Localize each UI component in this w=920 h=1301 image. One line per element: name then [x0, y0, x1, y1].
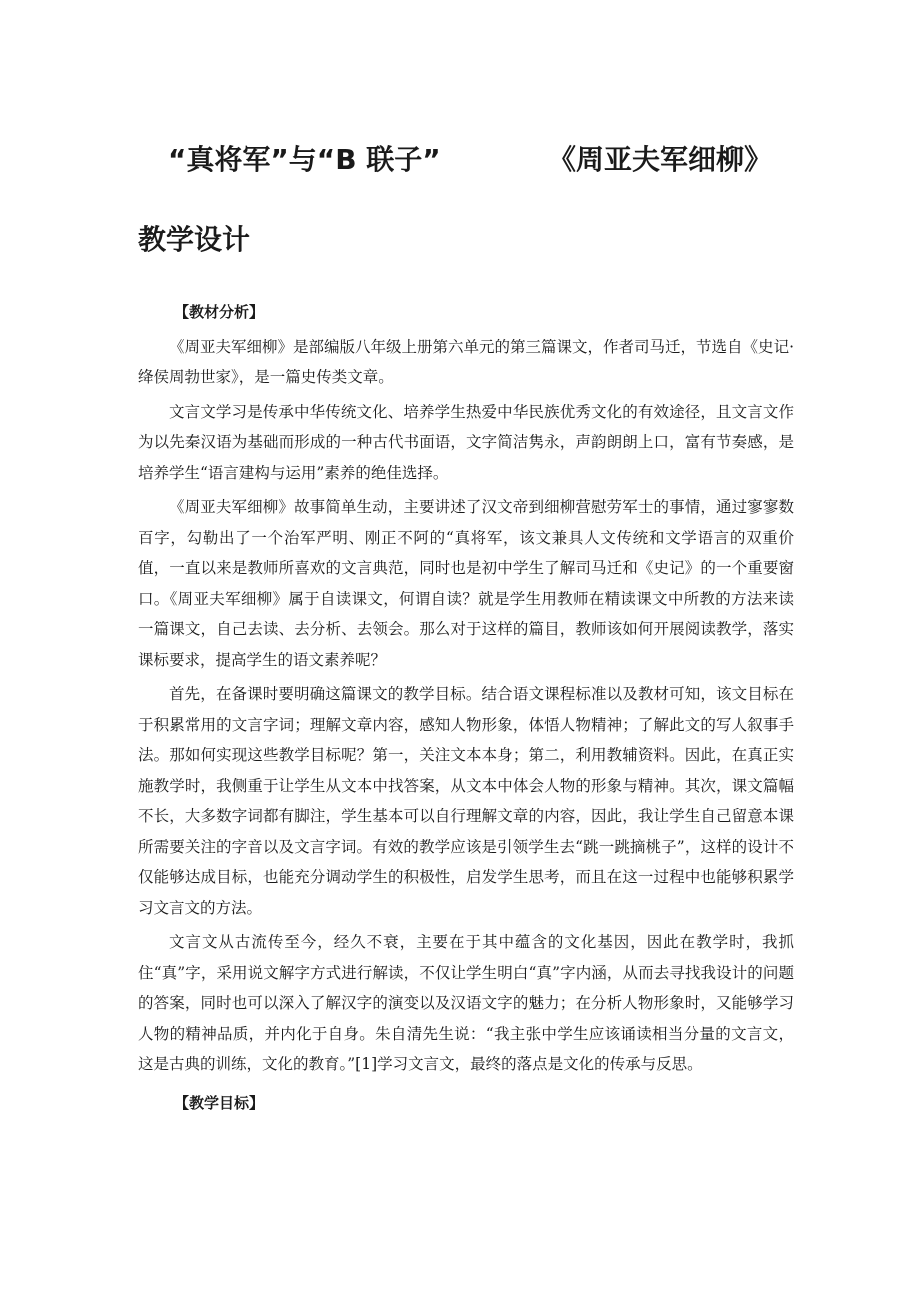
- document-title: [168, 138, 773, 182]
- document-subtitle: 教学设计: [138, 223, 251, 256]
- paragraph: 文言文从古流传至今，经久不衰，主要在于其中蕴含的文化基因，因此在教学时，我抓住“真”字，采用说文解字方式进行解读，不仅让学生明白“真”字内涵，从而去寻找我设计的问题的答案，同时也可以深入了解汉字的演变以及汉语文字的魅力；在分析人物形象时，又能够学习人物的精神品质，并内化于自身。朱自清先生说：“我主张中学生应该诵读相当分量的文言文，这是古典的训练，文化的教育。”[1]学习文言文，最终的落点是文化的传承与反思。: [138, 933, 794, 1073]
- section-heading-textbook-analysis: 【教材分析】: [174, 303, 265, 321]
- section-heading-teaching-objectives: 【教学目标】: [174, 1093, 265, 1112]
- document-body: [138, 297, 794, 1122]
- paragraph: 《周亚夫军细柳》故事简单生动，主要讲述了汉文帝到细柳营慰劳军士的事情，通过寥寥数百字，勾勒出了一个治军严明、刚正不阿的“真将军，该文兼具人文传统和文学语言的双重价值，一直以来是教师所喜欢的文言典范，同时也是初中学生了解司马迁和《史记》的一个重要窗口。《周亚夫军细柳》属于自读课文，何谓自读？就是学生用教师在精读课文中所教的方法来读一篇课文，自己去读、去分析、去领会。那么对于这样的篇目，教师该如何开展阅读教学，落实课标要求，提高学生的语文素养呢？: [138, 498, 794, 669]
- paragraph: 首先，在备课时要明确这篇课文的教学目标。结合语文课程标准以及教材可知，该文目标在于积累常用的文言字词；理解文章内容，感知人物形象，体悟人物精神；了解此文的写人叙事手法。那如何实现这些教学目标呢？第一，关注文本本身；第二，利用教辅资料。因此，在真正实施教学时，我侧重于让学生从文本中找答案，从文本中体会人物的形象与精神。其次，课文篇幅不长，大多数字词都有脚注，学生基本可以自行理解文章的内容，因此，我让学生自己留意本课所需要关注的字音以及文言字词。有效的教学应该是引领学生去“跳一跳摘桃子”，这样的设计不仅能够达成目标，也能充分调动学生的积极性，启发学生思考，而且在这一过程中也能够积累学习文言文的方法。: [138, 685, 794, 917]
- title-left-part: “真将军”与“B 联子”: [168, 143, 441, 176]
- paragraph: 文言文学习是传承中华传统文化、培养学生热爱中华民族优秀文化的有效途径，且文言文作为以先秦汉语为基础而形成的一种古代书面语，文字简洁隽永，声韵朗朗上口，富有节奏感，是培养学生“语言建构与运用”素养的绝佳选择。: [138, 402, 794, 482]
- paragraph: 《周亚夫军细柳》是部编版八年级上册第六单元的第三篇课文，作者司马迁，节选自《史记·绛侯周勃世家》，是一篇史传类文章。: [138, 337, 794, 386]
- title-right-part: 《周亚夫军细柳》: [548, 143, 773, 176]
